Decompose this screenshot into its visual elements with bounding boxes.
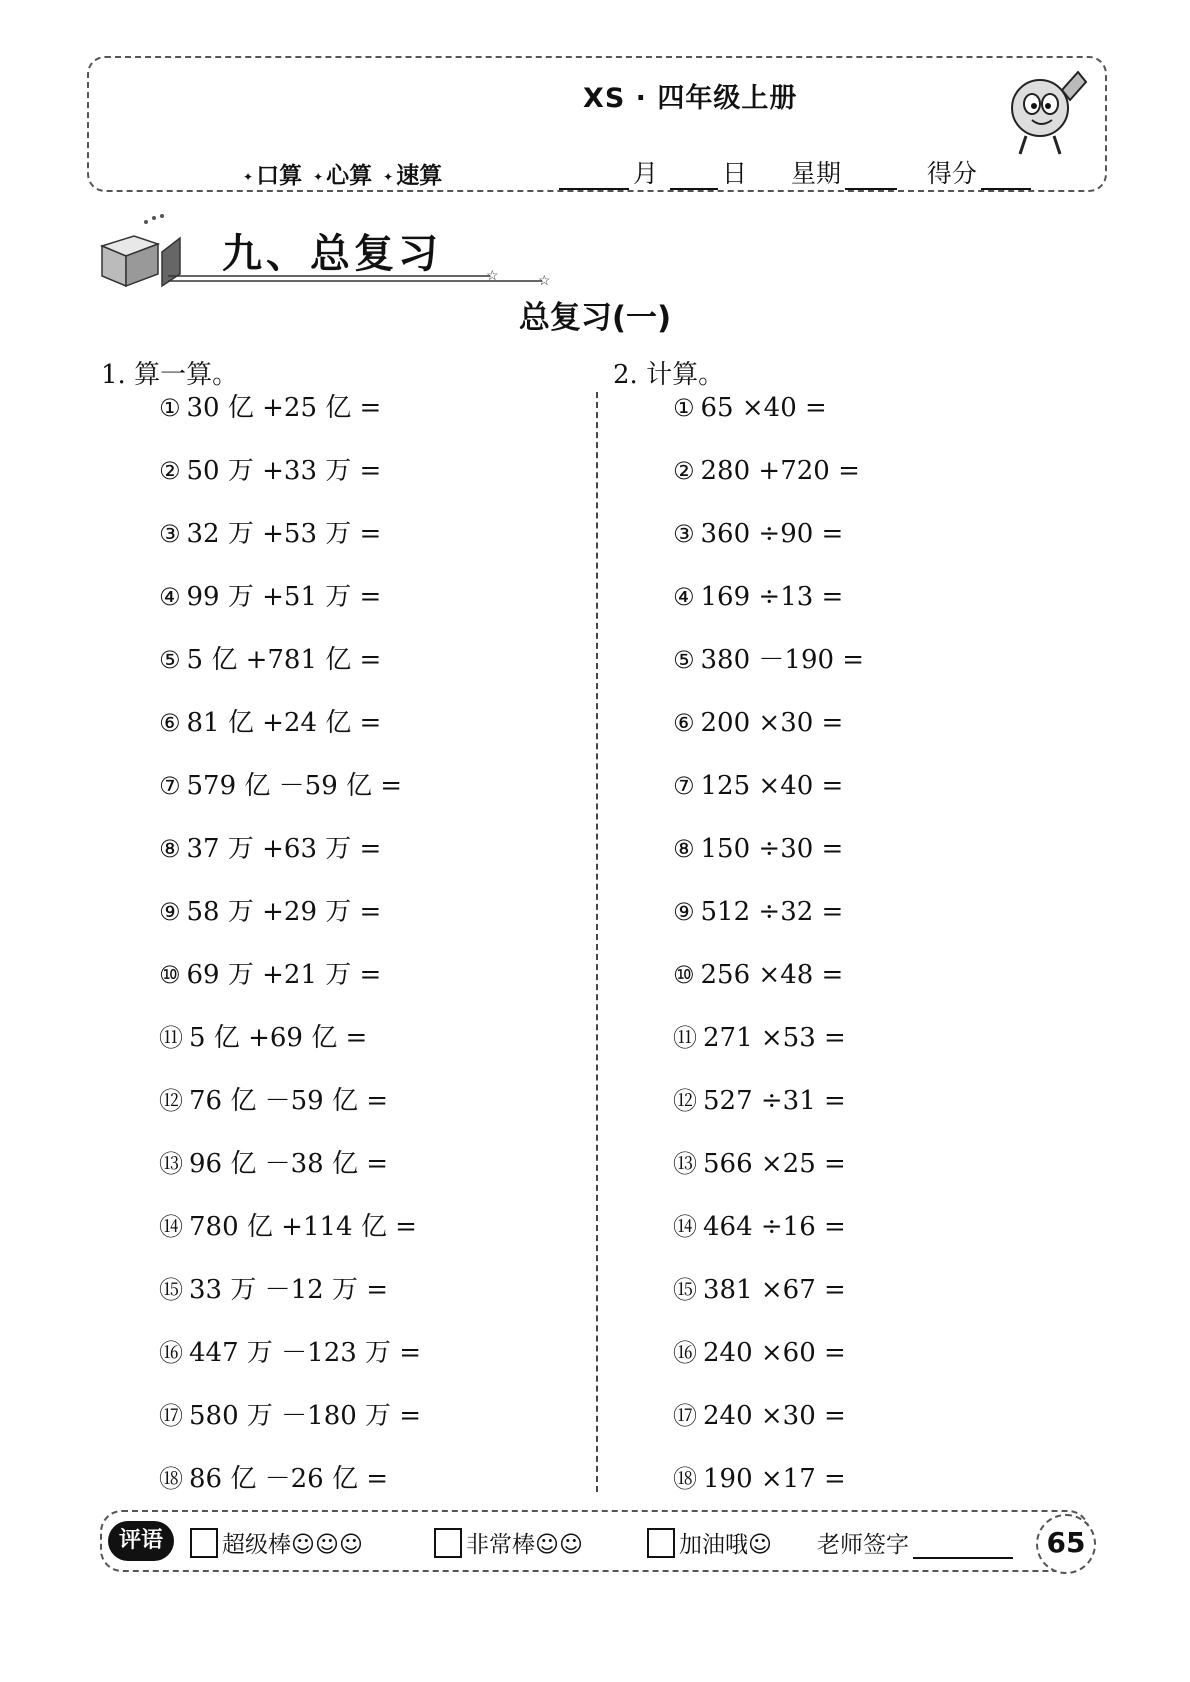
problem-number: ③	[673, 520, 695, 548]
problem-number: ⑥	[159, 709, 181, 737]
problem-number: ⑭	[673, 1213, 697, 1241]
problem-expression: 580 万 －180 万 =	[189, 1401, 422, 1431]
page-number: 65	[1036, 1514, 1096, 1574]
question-2-list	[673, 394, 864, 1528]
problem-number: ③	[159, 520, 181, 548]
month-blank[interactable]	[559, 164, 629, 190]
problem-number: ⑤	[673, 646, 695, 674]
problem-item[interactable]	[673, 583, 864, 646]
problem-expression: 65 ×40 =	[700, 393, 827, 423]
problem-number: ⑯	[673, 1339, 697, 1367]
checkbox[interactable]	[190, 1528, 218, 1558]
problem-expression: 96 亿 －38 亿 =	[189, 1149, 389, 1179]
checkbox[interactable]	[647, 1528, 675, 1558]
problem-number: ⑩	[159, 961, 181, 989]
problem-item[interactable]	[673, 457, 864, 520]
problem-item[interactable]	[159, 583, 421, 646]
problem-item[interactable]	[159, 1276, 421, 1339]
problem-number: ⑰	[159, 1402, 183, 1430]
question-2-title: 2. 计算。	[613, 360, 725, 390]
problem-expression: 579 亿 －59 亿 =	[186, 771, 403, 801]
problem-item[interactable]	[159, 457, 421, 520]
slogan-item: 口算	[256, 163, 303, 189]
problem-number: ②	[159, 457, 181, 485]
problem-item[interactable]	[673, 520, 864, 583]
problem-expression: 33 万 －12 万 =	[189, 1275, 389, 1305]
problem-expression: 81 亿 +24 亿 =	[186, 708, 382, 738]
problem-item[interactable]	[159, 1087, 421, 1150]
problem-number: ⑨	[673, 898, 695, 926]
problem-expression: 58 万 +29 万 =	[186, 897, 382, 927]
problem-item[interactable]	[159, 394, 421, 457]
problem-item[interactable]	[673, 1150, 864, 1213]
problem-expression: 86 亿 －26 亿 =	[189, 1464, 389, 1494]
problem-number: ⑰	[673, 1402, 697, 1430]
problem-number: ⑬	[673, 1150, 697, 1178]
problem-expression: 5 亿 +781 亿 =	[186, 645, 382, 675]
score-label: 得分	[926, 159, 977, 188]
comment-badge: 评语	[108, 1521, 174, 1561]
problem-expression: 169 ÷13 =	[700, 582, 844, 612]
section-title: 总复习(一)	[518, 300, 672, 336]
checkbox[interactable]	[434, 1528, 462, 1558]
problem-number: ④	[159, 583, 181, 611]
problem-number: ⑧	[673, 835, 695, 863]
problem-expression: 150 ÷30 =	[700, 834, 844, 864]
problem-item[interactable]	[159, 1213, 421, 1276]
problem-number: ⑩	[673, 961, 695, 989]
problem-number: ⑪	[159, 1024, 183, 1052]
problem-number: ⑱	[673, 1465, 697, 1493]
problem-item[interactable]	[673, 898, 864, 961]
problem-expression: 99 万 +51 万 =	[186, 582, 382, 612]
problem-item[interactable]	[673, 1024, 864, 1087]
chapter-title: 九、总复习	[222, 230, 442, 277]
problem-item[interactable]	[673, 772, 864, 835]
column-divider	[596, 392, 598, 1492]
problem-expression: 50 万 +33 万 =	[186, 456, 382, 486]
problem-item[interactable]	[159, 1402, 421, 1465]
problem-number: ⑤	[159, 646, 181, 674]
problem-number: ①	[159, 394, 181, 422]
problem-number: ①	[673, 394, 695, 422]
weekday-label: 星期	[790, 159, 841, 188]
rating-keep-going-label: 加油哦☺	[679, 1532, 772, 1558]
weekday-blank[interactable]	[845, 164, 897, 190]
problem-expression: 37 万 +63 万 =	[186, 834, 382, 864]
day-label: 日	[721, 159, 747, 188]
problem-number: ⑫	[673, 1087, 697, 1115]
problem-item[interactable]	[673, 1339, 864, 1402]
signature-line[interactable]	[913, 1533, 1013, 1559]
problem-number: ⑦	[159, 772, 181, 800]
problem-number: ⑥	[673, 709, 695, 737]
problem-item[interactable]	[159, 1024, 421, 1087]
problem-item[interactable]	[673, 709, 864, 772]
problem-expression: 780 亿 +114 亿 =	[189, 1212, 417, 1242]
problem-expression: 447 万 －123 万 =	[189, 1338, 422, 1368]
rating-very-good-label: 非常棒☺☺	[466, 1532, 583, 1558]
problem-expression: 464 ÷16 =	[703, 1212, 846, 1242]
problem-item[interactable]	[159, 898, 421, 961]
problem-number: ⑭	[159, 1213, 183, 1241]
slogan	[240, 157, 442, 190]
problem-expression: 240 ×30 =	[703, 1401, 846, 1431]
book-title: XS · 四年级上册	[583, 83, 798, 114]
problem-item[interactable]	[673, 1087, 864, 1150]
slogan-item: 速算	[396, 163, 443, 189]
problem-item[interactable]	[159, 646, 421, 709]
problem-number: ⑨	[159, 898, 181, 926]
problem-item[interactable]	[673, 1402, 864, 1465]
problem-expression: 280 +720 =	[700, 456, 860, 486]
rating-super[interactable]	[190, 1526, 363, 1559]
problem-item[interactable]	[159, 520, 421, 583]
problem-item[interactable]	[159, 835, 421, 898]
problem-number: ⑬	[159, 1150, 183, 1178]
question-1-title: 1. 算一算。	[101, 360, 239, 390]
teacher-signature[interactable]	[817, 1526, 1013, 1559]
problem-number: ⑮	[673, 1276, 697, 1304]
star-icon: ✦	[313, 169, 324, 184]
problem-number: ⑦	[673, 772, 695, 800]
problem-expression: 256 ×48 =	[700, 960, 844, 990]
teacher-signature-label: 老师签字	[817, 1532, 909, 1558]
problem-item[interactable]	[159, 1339, 421, 1402]
problem-expression: 125 ×40 =	[700, 771, 844, 801]
problem-number: ②	[673, 457, 695, 485]
date-score-line	[555, 154, 1035, 190]
problem-item[interactable]	[159, 961, 421, 1024]
problem-item[interactable]	[159, 772, 421, 835]
evaluation-bar	[100, 1510, 1090, 1572]
problem-expression: 200 ×30 =	[700, 708, 844, 738]
star-icon: ✦	[243, 169, 254, 184]
mascot-icon	[996, 60, 1096, 160]
rating-super-label: 超级棒☺☺☺	[222, 1532, 363, 1558]
rating-keep-going[interactable]	[647, 1526, 772, 1559]
score-blank[interactable]	[981, 164, 1031, 190]
problem-number: ④	[673, 583, 695, 611]
problem-number: ⑫	[159, 1087, 183, 1115]
problem-number: ⑪	[673, 1024, 697, 1052]
problem-item[interactable]	[673, 835, 864, 898]
problem-number: ⑱	[159, 1465, 183, 1493]
problem-expression: 32 万 +53 万 =	[186, 519, 382, 549]
problem-expression: 30 亿 +25 亿 =	[186, 393, 382, 423]
problem-number: ⑧	[159, 835, 181, 863]
problem-expression: 69 万 +21 万 =	[186, 960, 382, 990]
problem-expression: 380 －190 =	[700, 645, 865, 675]
svg-text:☆: ☆	[486, 270, 499, 284]
problem-expression: 360 ÷90 =	[700, 519, 844, 549]
problem-item[interactable]	[159, 709, 421, 772]
slogan-item: 心算	[326, 163, 373, 189]
rating-very-good[interactable]	[434, 1526, 583, 1559]
problem-number: ⑮	[159, 1276, 183, 1304]
month-label: 月	[633, 159, 659, 188]
chapter-underline	[168, 270, 556, 288]
problem-item[interactable]	[673, 394, 864, 457]
problem-item[interactable]	[159, 1150, 421, 1213]
problem-expression: 190 ×17 =	[703, 1464, 846, 1494]
problem-expression: 566 ×25 =	[703, 1149, 846, 1179]
problem-item[interactable]	[673, 1213, 864, 1276]
svg-text:☆: ☆	[538, 273, 551, 288]
day-blank[interactable]	[670, 164, 718, 190]
question-1-list	[159, 394, 421, 1528]
problem-expression: 381 ×67 =	[703, 1275, 846, 1305]
problem-expression: 527 ÷31 =	[703, 1086, 846, 1116]
problem-expression: 76 亿 －59 亿 =	[189, 1086, 389, 1116]
problem-number: ⑯	[159, 1339, 183, 1367]
problem-expression: 271 ×53 =	[703, 1023, 846, 1053]
star-icon: ✦	[383, 169, 394, 184]
problem-item[interactable]	[673, 646, 864, 709]
problem-item[interactable]	[673, 1276, 864, 1339]
problem-item[interactable]	[673, 961, 864, 1024]
problem-expression: 512 ÷32 =	[700, 897, 844, 927]
problem-expression: 5 亿 +69 亿 =	[189, 1023, 368, 1053]
problem-expression: 240 ×60 =	[703, 1338, 846, 1368]
